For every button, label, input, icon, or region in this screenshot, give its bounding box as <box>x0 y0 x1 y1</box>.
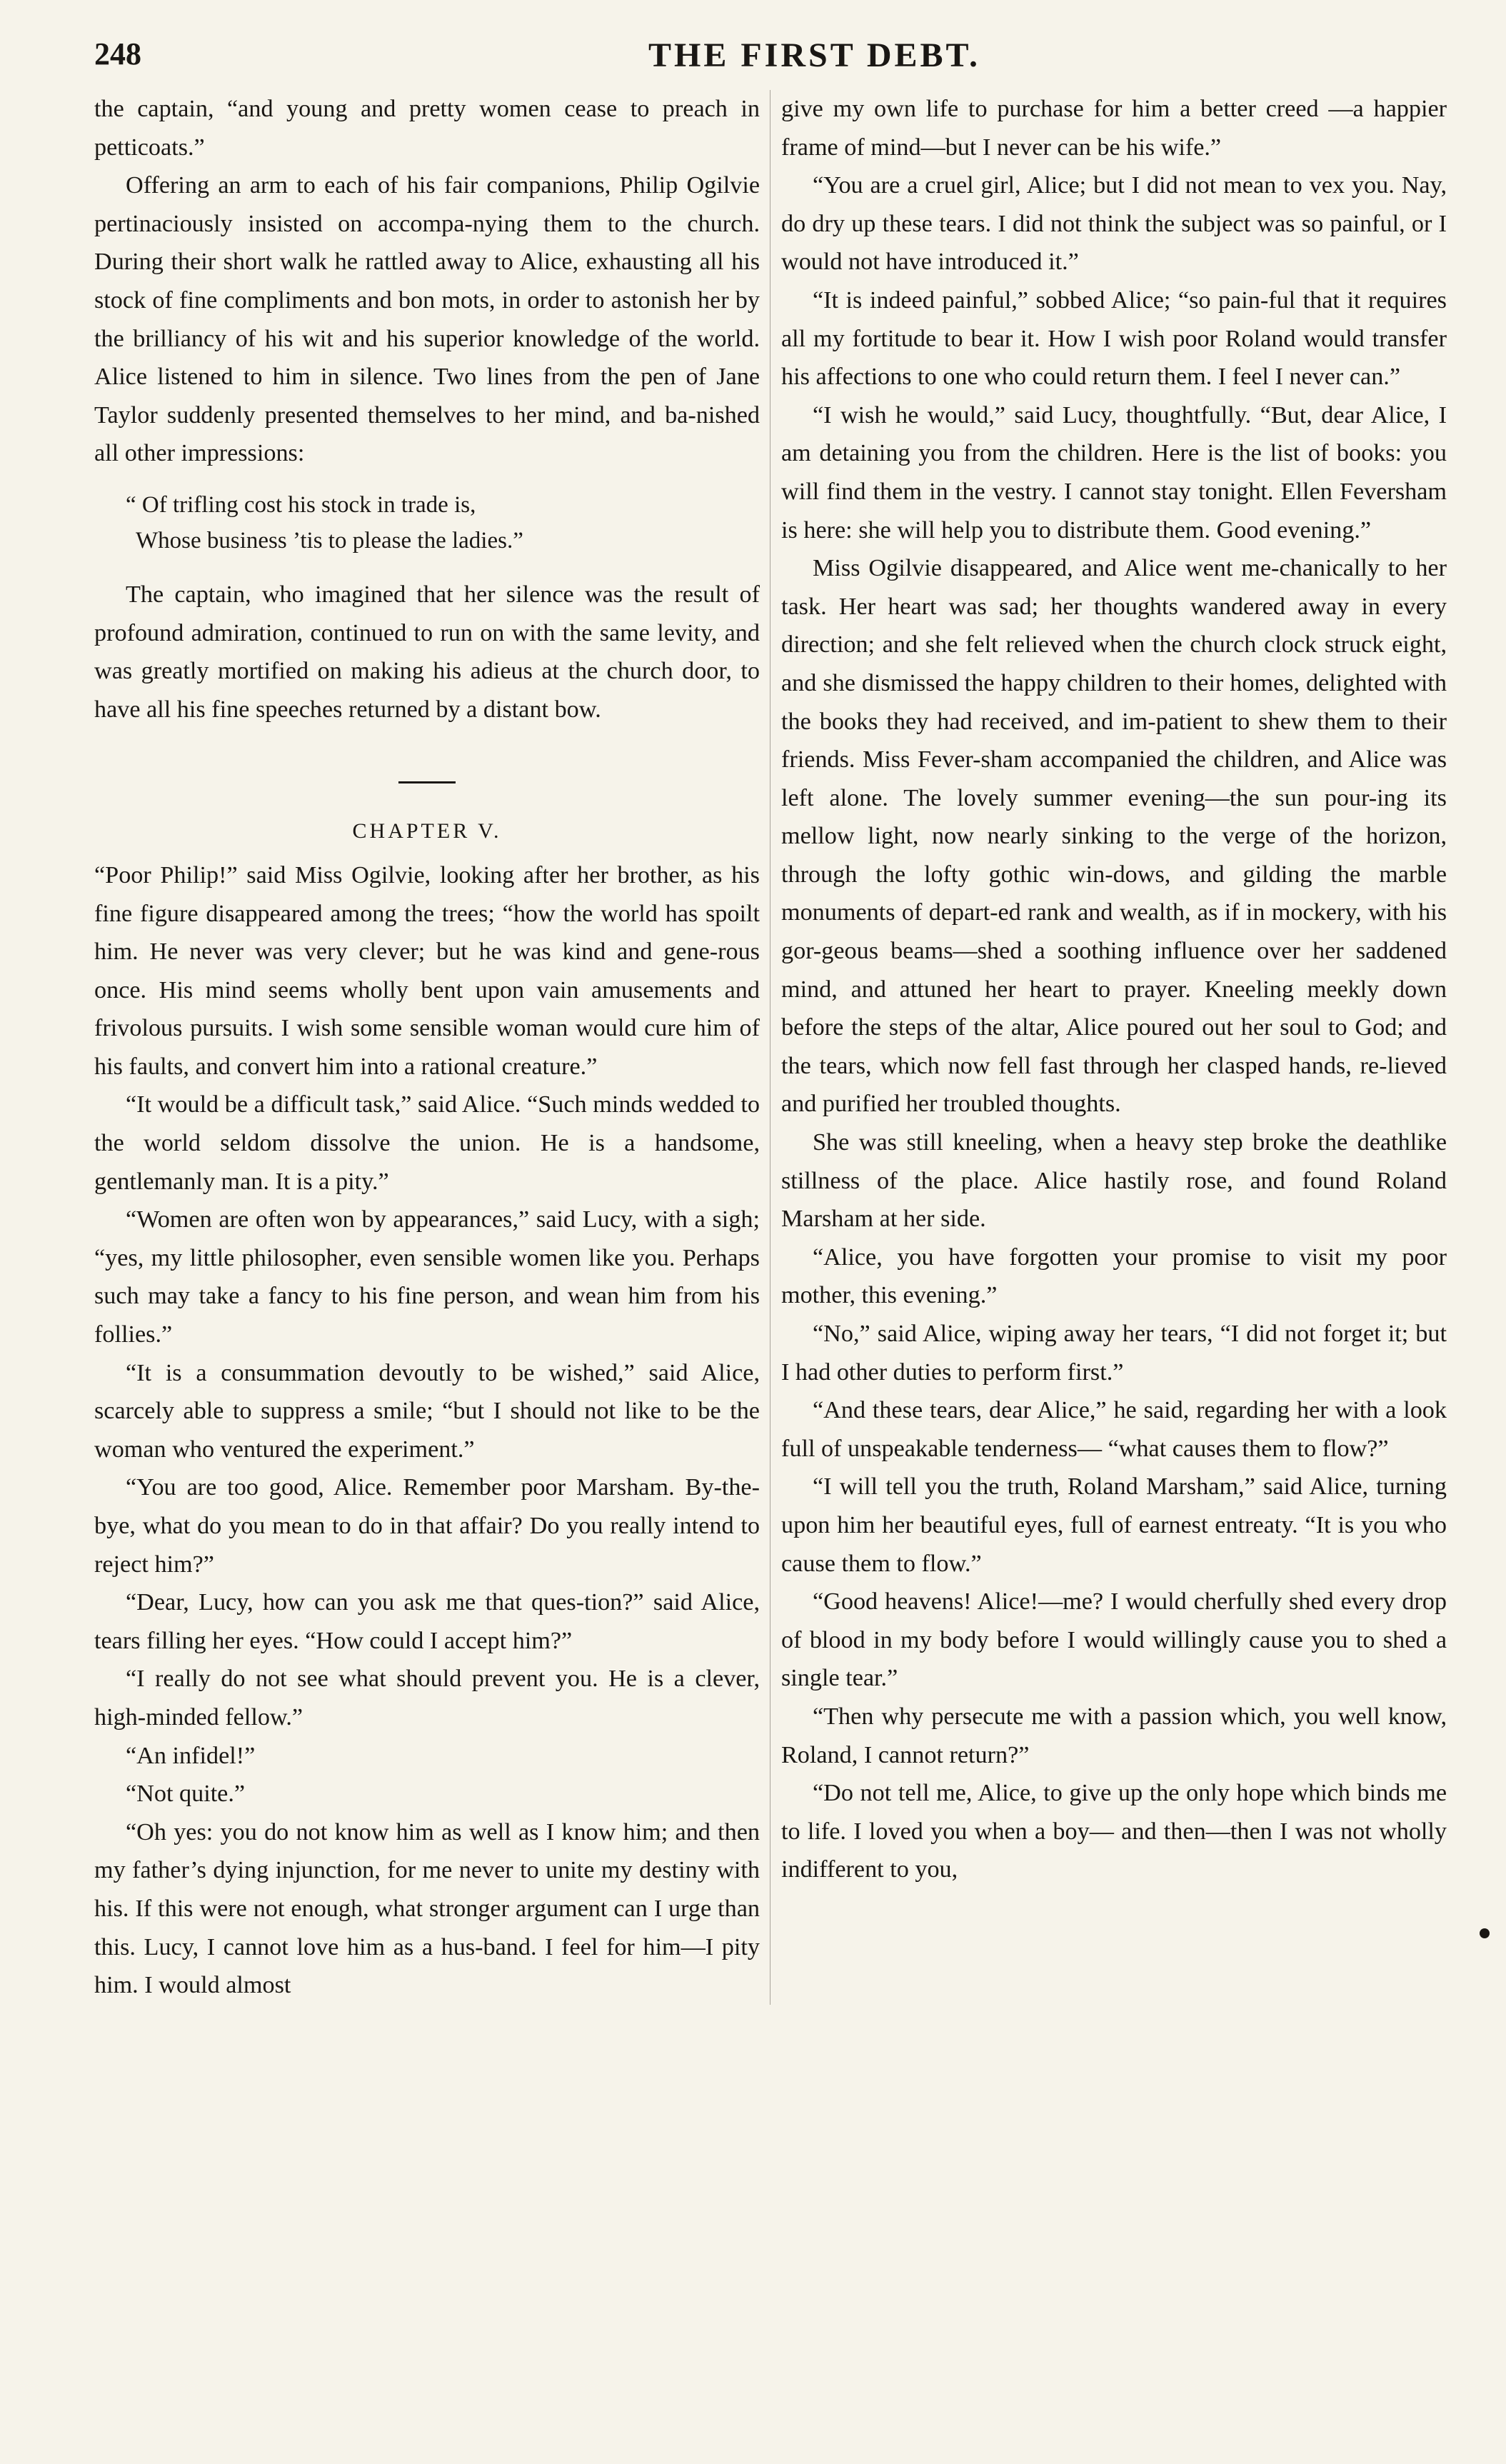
page-number: 248 <box>94 36 141 71</box>
verse-line: “ Of trifling cost his stock in trade is, <box>126 491 476 518</box>
paragraph: “It is indeed painful,” sobbed Alice; “so pain-ful that it requires all my fortitude to bear it. How I wish poor Roland would transfer his affections to one who could return them. I feel I never can.” <box>781 286 1447 391</box>
running-head: THE FIRST DEBT. <box>648 36 981 74</box>
paragraph: give my own life to purchase for him a better creed —a happier frame of mind—but I never can be his wife.” <box>781 96 1447 161</box>
paragraph: “No,” said Alice, wiping away her tears, “I did not forget it; but I had other duties to perform first.” <box>781 1321 1447 1386</box>
paragraph: “I will tell you the truth, Roland Marsham,” said Alice, turning upon him her beautiful eyes, full of earnest entreaty. “It is you who cause them to flow.” <box>781 1473 1447 1577</box>
paragraph: “Dear, Lucy, how can you ask me that ques-tion?” said Alice, tears filling her eyes. “How could I accept him?” <box>94 1589 760 1654</box>
paragraph: “Oh yes: you do not know him as well as I know him; and then my father’s dying injunction, for me never to unite my destiny with his. If this were not enough, what stronger argument can I urge than this. Lucy, I cannot love him as a hus-band. I feel for him—I pity him. I would almost <box>94 1818 760 1999</box>
paragraph: “An infidel!” <box>126 1742 256 1769</box>
paragraph: She was still kneeling, when a heavy step broke the deathlike stillness of the place. Alice hastily rose, and found Roland Marsham at her side. <box>781 1129 1447 1233</box>
page-header <box>94 36 1456 86</box>
verse-quote <box>94 487 760 559</box>
paragraph: “You are a cruel girl, Alice; but I did not mean to vex you. Nay, do dry up these tears. I did not think the subject was so painful, or I would not have introduced it.” <box>781 172 1447 276</box>
paragraph: “And these tears, dear Alice,” he said, regarding her with a look full of unspeakable tenderness— “what causes them to flow?” <box>781 1397 1447 1462</box>
paragraph: “I wish he would,” said Lucy, thoughtfully. “But, dear Alice, I am detaining you from the children. Here is the list of books: you will find them in the vestry. I cannot stay tonight. Ellen Feversham is here: she will help you to distribute them. Good evening.” <box>781 401 1447 544</box>
paragraph: “Poor Philip!” said Miss Ogilvie, looking after her brother, as his fine figure disappeared among the trees; “how the world has spoilt him. He never was very clever; but he was kind and gene-rous once. His mind seems wholly bent upon vain amusements and frivolous pursuits. I wish some sensible woman would cure him of his faults, and convert him into a rational creature.” <box>94 861 760 1080</box>
paragraph: “Good heavens! Alice!—me? I would cherfully shed every drop of blood in my body before I would willingly cause you to shed a single tear.” <box>781 1588 1447 1692</box>
paragraph: “Do not tell me, Alice, to give up the only hope which binds me to life. I loved you when a boy— and then—then I was not wholly indifferent to you, <box>781 1780 1447 1883</box>
left-column <box>94 90 760 2005</box>
text-columns <box>94 90 1456 2005</box>
paragraph: “It is a consummation devoutly to be wished,” said Alice, scarcely able to suppress a smile; “but I should not like to be the woman who ventured the experiment.” <box>94 1359 760 1463</box>
chapter-heading: CHAPTER V. <box>352 819 502 843</box>
paragraph: “Alice, you have forgotten your promise to visit my poor mother, this evening.” <box>781 1243 1447 1309</box>
paragraph: “Women are often won by appearances,” said Lucy, with a sigh; “yes, my little philosopher, even sensible women like you. Perhaps such may take a fancy to his fine person, and wean him from his follies.” <box>94 1206 760 1348</box>
paragraph: “It would be a difficult task,” said Alice. “Such minds wedded to the world seldom dissolve the union. He is a handsome, gentlemanly man. It is a pity.” <box>94 1091 760 1195</box>
right-column <box>781 90 1447 2005</box>
paragraph: Offering an arm to each of his fair companions, Philip Ogilvie pertinaciously insisted on accompa-nying them to the church. During their short walk he rattled away to Alice, exhausting all his stock of fine compliments and bon mots, in order to astonish her by the brilliancy of his wit and his superior knowledge of the world. Alice listened to him in silence. Two lines from the pen of Jane Taylor suddenly presented themselves to her mind, and ba-nished all other impressions: <box>94 172 760 467</box>
paragraph: “You are too good, Alice. Remember poor Marsham. By-the-bye, what do you mean to do in that affair? Do you really intend to reject him?” <box>94 1474 760 1578</box>
ink-dot <box>1480 1928 1490 1938</box>
paragraph: “I really do not see what should prevent you. He is a clever, high-minded fellow.” <box>94 1666 760 1731</box>
verse-line: Whose business ’tis to please the ladies.” <box>136 527 523 554</box>
paragraph: Miss Ogilvie disappeared, and Alice went me-chanically to her task. Her heart was sad; her thoughts wandered away in every direction; and she felt relieved when the church clock struck eight, and she dismissed the happy children to their homes, delighted with the books they had received, and im-patient to shew them to their friends. Miss Fever-sham accompanied the children, and Alice was left alone. The lovely summer evening—the sun pour-ing its mellow light, now nearly sinking to the verge of the horizon, through the lofty gothic win-dows, and gilding the marble monuments of depart-ed rank and wealth, as if in mockery, with his gor-geous beams—shed a soothing influence over her saddened mind, and attuned her heart to prayer. Kneeling meekly down before the steps of the altar, Alice poured out her soul to God; and the tears, which now fell fast through her clasped hands, re-lieved and purified her troubled thoughts. <box>781 555 1447 1118</box>
paragraph: “Not quite.” <box>126 1781 246 1808</box>
section-divider <box>398 781 456 783</box>
paragraph: The captain, who imagined that her silence was the result of profound admiration, continued to run on with the same levity, and was greatly mortified on making his adieus at the church door, to have all his fine speeches returned by a distant bow. <box>94 581 760 723</box>
paragraph: the captain, “and young and pretty women cease to preach in petticoats.” <box>94 96 760 161</box>
paragraph: “Then why persecute me with a passion which, you well know, Roland, I cannot return?” <box>781 1703 1447 1768</box>
